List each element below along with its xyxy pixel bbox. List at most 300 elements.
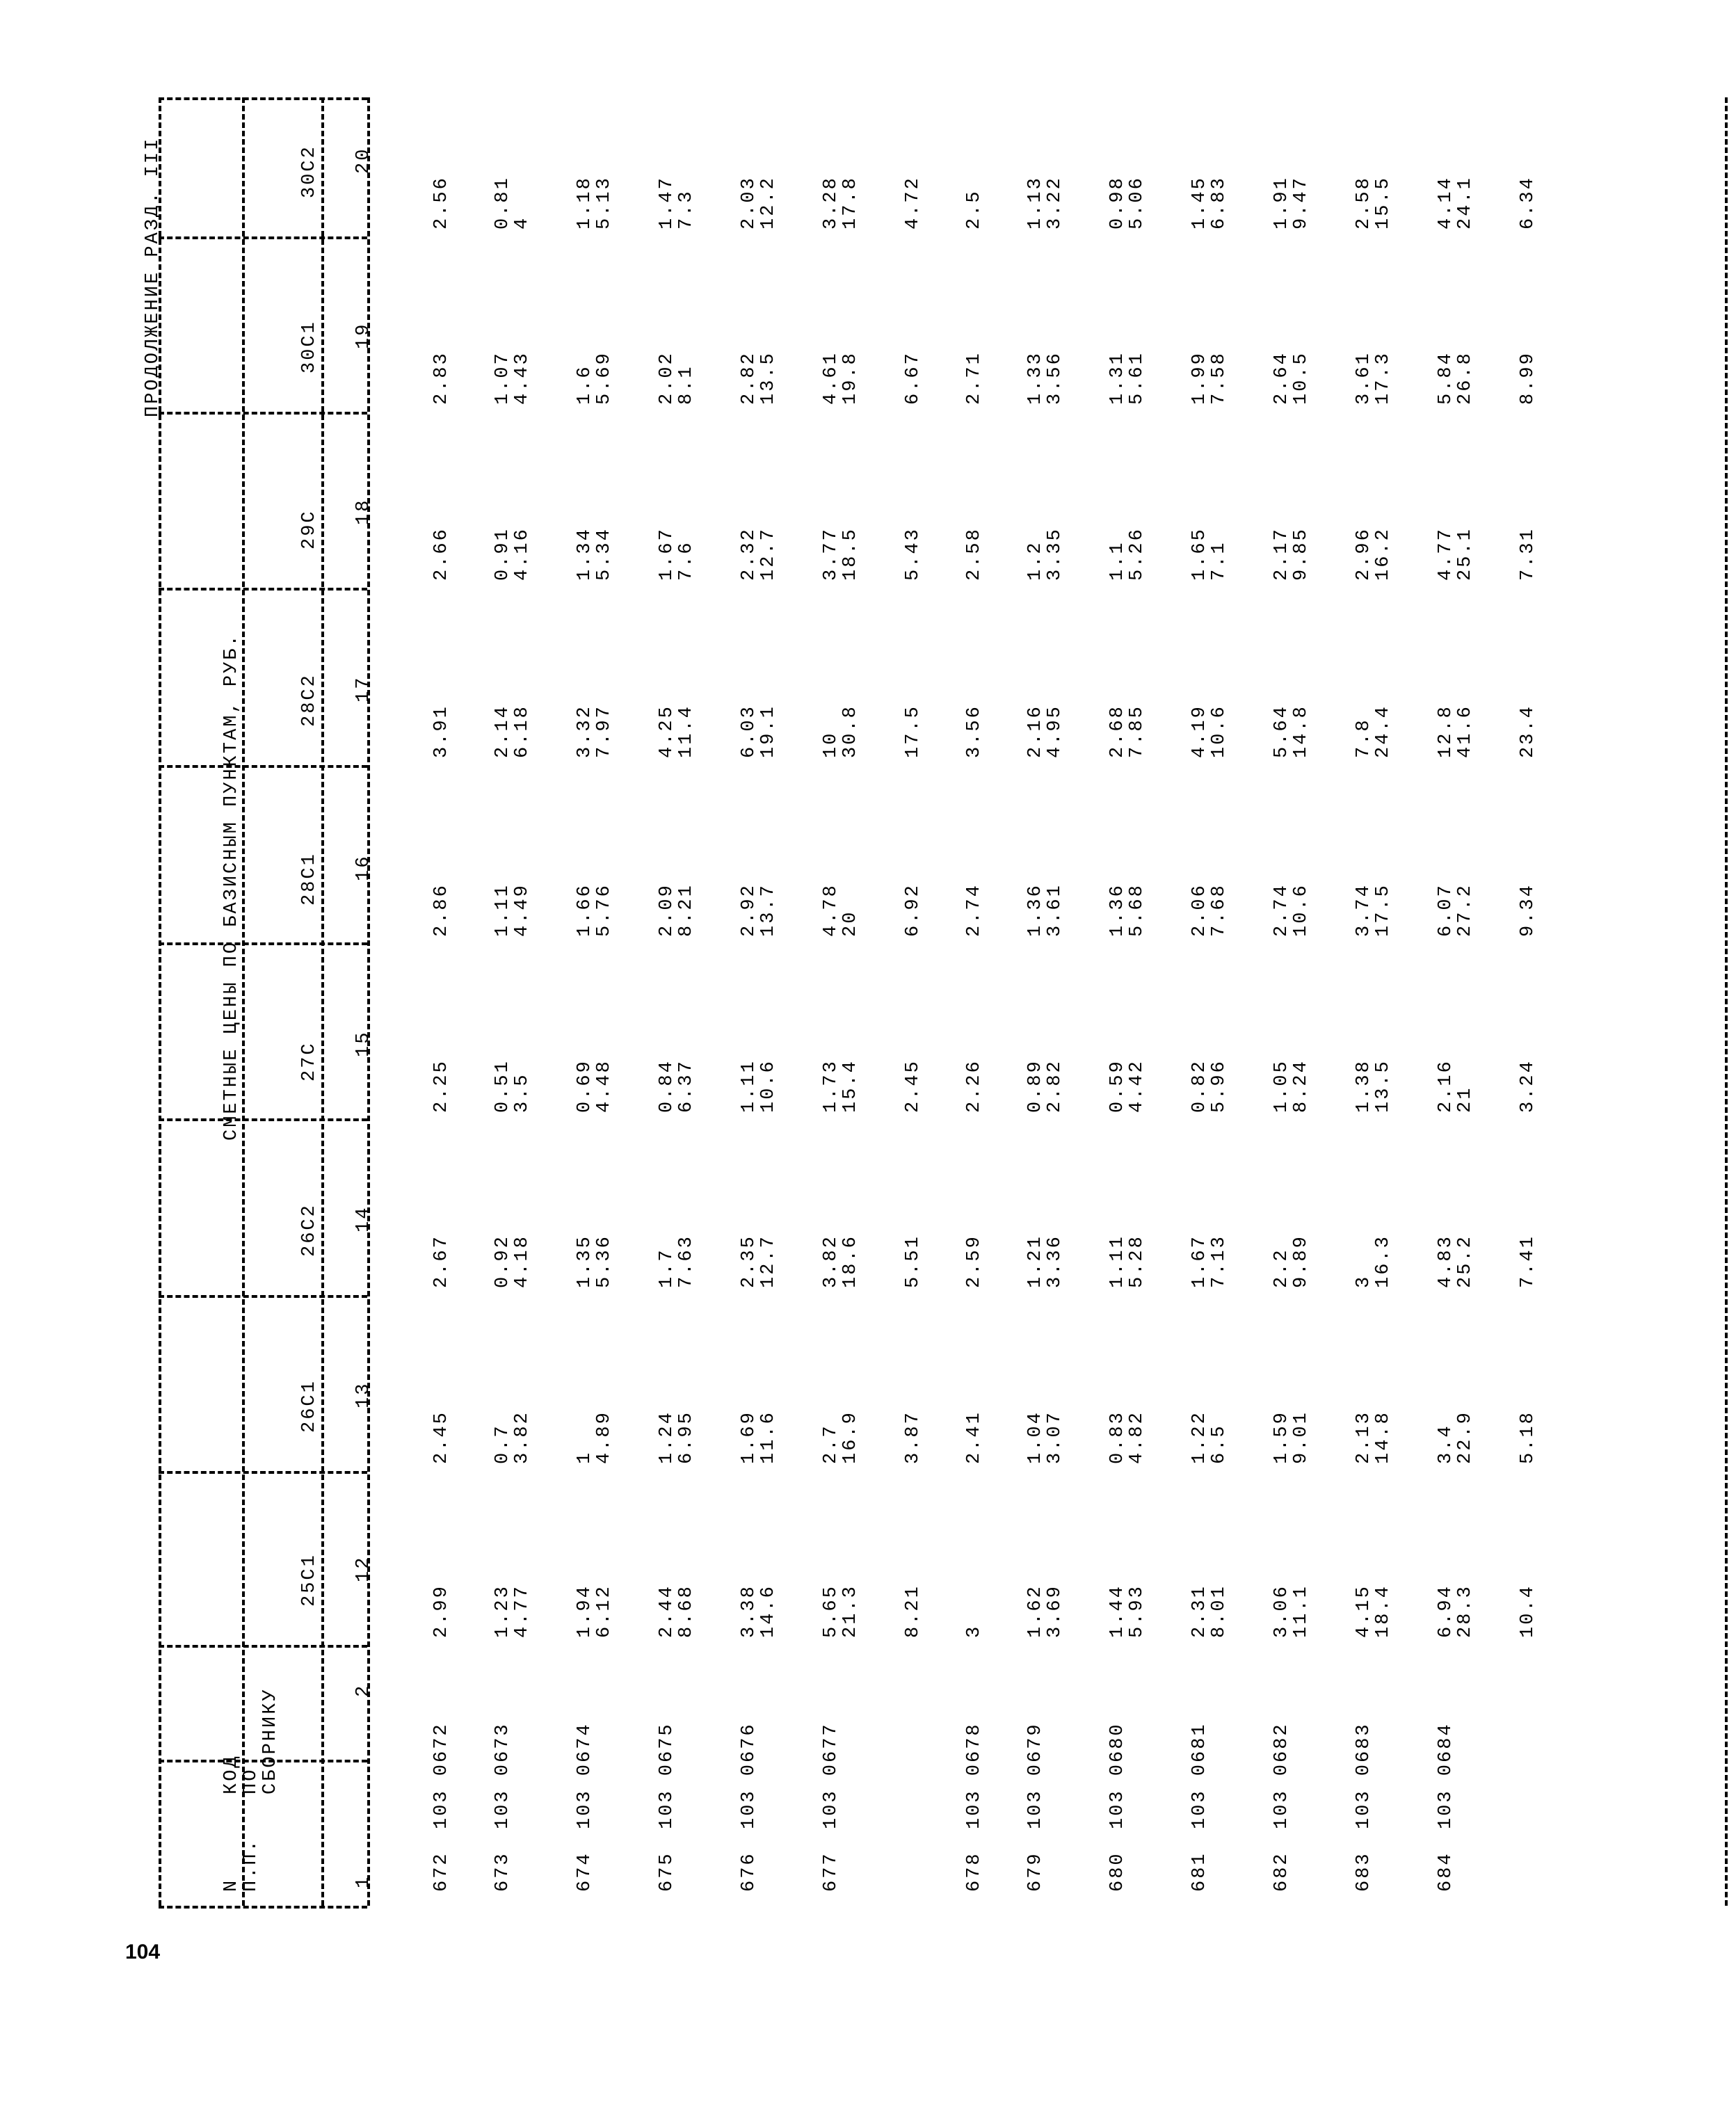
table-cell: 16.3 — [1373, 1235, 1394, 1288]
table-cell: 2.16 — [1436, 1059, 1456, 1113]
table-cell: 18.6 — [840, 1235, 861, 1288]
col-code-header: СБОРНИКУ — [260, 1687, 281, 1794]
column-name: 30С1 — [299, 320, 320, 373]
row-code: 103 0674 — [574, 1722, 595, 1829]
row-number: 682 — [1271, 1851, 1292, 1892]
table-cell: 17.8 — [840, 176, 861, 230]
table-cell: 41.6 — [1455, 705, 1476, 758]
table-cell: 12.2 — [758, 176, 779, 230]
row-number: 680 — [1107, 1851, 1128, 1892]
col-index: 1 — [353, 1874, 374, 1888]
table-cell: 0.69 — [574, 1059, 595, 1113]
col-num-header: N — [221, 1878, 242, 1892]
table-cell: 3.61 — [1045, 883, 1066, 937]
header-rule-under-names — [321, 97, 324, 1906]
table-cell: 6.12 — [594, 1584, 615, 1638]
table-cell: 2.67 — [431, 1235, 452, 1288]
table-cell: 4.72 — [903, 176, 924, 230]
table-cell: 1.04 — [1025, 1411, 1046, 1464]
table-cell: 3.91 — [431, 705, 452, 758]
header-col-divider — [159, 1906, 367, 1909]
row-number: 675 — [657, 1851, 677, 1892]
column-name: 27С — [299, 1041, 320, 1082]
table-cell: 27.2 — [1455, 883, 1476, 937]
table-cell: 7.1 — [1209, 540, 1230, 581]
table-cell: 3 — [964, 1624, 985, 1638]
table-cell: 1.36 — [1107, 883, 1128, 937]
table-cell: 3.5 — [512, 1072, 533, 1113]
table-cell: 3.36 — [1045, 1235, 1066, 1288]
table-cell: 0.83 — [1107, 1411, 1128, 1464]
table-cell: 1.67 — [657, 527, 677, 581]
row-code: 103 0677 — [821, 1722, 842, 1829]
page-number: 104 — [125, 1941, 161, 1963]
running-header: ПРОДОЛЖЕНИЕ РАЗД. III — [143, 136, 163, 417]
table-cell: 10.4 — [1518, 1584, 1538, 1638]
table-cell: 5.13 — [594, 176, 615, 230]
table-cell: 2.82 — [1045, 1059, 1066, 1113]
table-cell: 8.24 — [1291, 1059, 1312, 1113]
table-cell: 8.99 — [1518, 351, 1538, 405]
table-cell: 8.01 — [1209, 1584, 1230, 1638]
table-group-title: СМЕТНЫЕ ЦЕНЫ ПО БАЗИСНЫМ ПУНКТАМ, РУБ. — [221, 633, 242, 1141]
column-name: 28С2 — [299, 673, 320, 727]
table-cell: 13.5 — [758, 351, 779, 405]
table-cell: 2.68 — [1107, 705, 1128, 758]
column-name: 26С1 — [299, 1379, 320, 1433]
table-cell: 13.5 — [1373, 1059, 1394, 1113]
table-cell: 2.25 — [431, 1059, 452, 1113]
row-code: 103 0673 — [492, 1722, 513, 1829]
table-cell: 4.95 — [1045, 705, 1066, 758]
table-cell: 12.8 — [1436, 705, 1456, 758]
row-code: 103 0683 — [1353, 1722, 1374, 1829]
table-cell: 3.82 — [512, 1411, 533, 1464]
table-cell: 5.84 — [1436, 351, 1456, 405]
table-cell: 1.69 — [739, 1411, 760, 1464]
table-cell: 1.66 — [574, 883, 595, 937]
table-cell: 10.5 — [1291, 351, 1312, 405]
table-cell: 8.1 — [676, 364, 697, 405]
table-cell: 4.82 — [1127, 1411, 1148, 1464]
table-cell: 5.06 — [1127, 176, 1148, 230]
table-cell: 6.92 — [903, 883, 924, 937]
table-cell: 14.8 — [1291, 705, 1312, 758]
table-cell: 5.76 — [594, 883, 615, 937]
table-cell: 4.16 — [512, 527, 533, 581]
table-cell: 6.94 — [1436, 1584, 1456, 1638]
table-cell: 4.15 — [1353, 1584, 1374, 1638]
column-name: 26С2 — [299, 1203, 320, 1257]
table-cell: 15.5 — [1373, 176, 1394, 230]
table-cell: 7.13 — [1209, 1235, 1230, 1288]
table-cell: 7.41 — [1518, 1235, 1538, 1288]
table-cell: 1.34 — [574, 527, 595, 581]
table-cell: 24.4 — [1373, 705, 1394, 758]
table-cell: 4.14 — [1436, 176, 1456, 230]
column-number: 15 — [353, 1030, 374, 1057]
table-cell: 1.62 — [1025, 1584, 1046, 1638]
col-num-header: П.П. — [241, 1838, 262, 1892]
table-cell: 1 — [574, 1450, 595, 1464]
table-cell: 5.96 — [1209, 1059, 1230, 1113]
table-cell: 6.37 — [676, 1059, 697, 1113]
table-cell: 24.1 — [1455, 176, 1476, 230]
table-cell: 4.42 — [1127, 1059, 1148, 1113]
table-cell: 3.07 — [1045, 1411, 1066, 1464]
table-cell: 7.58 — [1209, 351, 1230, 405]
table-cell: 4.49 — [512, 883, 533, 937]
table-cell: 2.86 — [431, 883, 452, 937]
row-code: 103 0682 — [1271, 1722, 1292, 1829]
header-col-divider — [159, 1118, 367, 1121]
table-cell: 14.6 — [758, 1584, 779, 1638]
table-cell: 1.33 — [1025, 351, 1046, 405]
column-number: 13 — [353, 1381, 374, 1408]
row-number: 681 — [1189, 1851, 1210, 1892]
table-cell: 5.51 — [903, 1235, 924, 1288]
col-code-header: КОД — [221, 1754, 242, 1794]
table-cell: 2.35 — [739, 1235, 760, 1288]
table-cell: 14.8 — [1373, 1411, 1394, 1464]
table-cell: 2.09 — [657, 883, 677, 937]
table-cell: 1.99 — [1189, 351, 1210, 405]
table-cell: 1.94 — [574, 1584, 595, 1638]
table-cell: 3.69 — [1045, 1584, 1066, 1638]
table-cell: 3.74 — [1353, 883, 1374, 937]
table-cell: 6.5 — [1209, 1424, 1230, 1464]
table-cell: 0.84 — [657, 1059, 677, 1113]
row-number: 673 — [492, 1851, 513, 1892]
table-cell: 2.92 — [739, 883, 760, 937]
table-cell: 1.05 — [1271, 1059, 1292, 1113]
table-cell: 0.92 — [492, 1235, 513, 1288]
table-cell: 10.6 — [758, 1059, 779, 1113]
header-col-divider — [159, 412, 367, 415]
table-cell: 2.58 — [964, 527, 985, 581]
table-cell: 5.26 — [1127, 527, 1148, 581]
table-cell: 9.89 — [1291, 1235, 1312, 1288]
table-cell: 3.82 — [821, 1235, 842, 1288]
table-cell: 2.59 — [964, 1235, 985, 1288]
row-number: 677 — [821, 1851, 842, 1892]
table-cell: 2.17 — [1271, 527, 1292, 581]
column-number: 19 — [353, 322, 374, 349]
table-cell: 2.2 — [1271, 1248, 1292, 1288]
column-number: 16 — [353, 854, 374, 881]
table-bottom-rule — [1725, 97, 1728, 1906]
table-cell: 23.4 — [1518, 705, 1538, 758]
column-name: 28С1 — [299, 852, 320, 906]
table-cell: 25.2 — [1455, 1235, 1476, 1288]
table-cell: 1.21 — [1025, 1235, 1046, 1288]
table-cell: 1.11 — [492, 883, 513, 937]
table-cell: 2.5 — [964, 189, 985, 230]
row-code: 103 0678 — [964, 1722, 985, 1829]
table-cell: 2.32 — [739, 527, 760, 581]
row-number: 674 — [574, 1851, 595, 1892]
table-cell: 1.59 — [1271, 1411, 1292, 1464]
table-cell: 10 — [821, 731, 842, 758]
column-name: 25С1 — [299, 1553, 320, 1607]
table-cell: 4.89 — [594, 1411, 615, 1464]
table-cell: 3.22 — [1045, 176, 1066, 230]
row-code: 103 0684 — [1436, 1722, 1456, 1829]
table-cell: 22.9 — [1455, 1411, 1476, 1464]
table-cell: 7.68 — [1209, 883, 1230, 937]
column-name: 30С2 — [299, 145, 320, 198]
table-cell: 21 — [1455, 1086, 1476, 1113]
table-cell: 5.65 — [821, 1584, 842, 1638]
table-cell: 6.83 — [1209, 176, 1230, 230]
table-cell: 3.06 — [1271, 1584, 1292, 1638]
table-cell: 2.74 — [1271, 883, 1292, 937]
table-cell: 17.3 — [1373, 351, 1394, 405]
table-cell: 2.71 — [964, 351, 985, 405]
table-cell: 5.43 — [903, 527, 924, 581]
table-cell: 6.03 — [739, 705, 760, 758]
table-cell: 1.73 — [821, 1059, 842, 1113]
row-number: 678 — [964, 1851, 985, 1892]
table-cell: 4.78 — [821, 883, 842, 937]
row-number: 672 — [431, 1851, 452, 1892]
table-cell: 6.07 — [1436, 883, 1456, 937]
table-cell: 3.35 — [1045, 527, 1066, 581]
table-cell: 10.6 — [1209, 705, 1230, 758]
table-cell: 1.6 — [574, 364, 595, 405]
table-cell: 2.82 — [739, 351, 760, 405]
table-cell: 11.1 — [1291, 1584, 1312, 1638]
row-code: 103 0676 — [739, 1722, 760, 1829]
table-cell: 2.02 — [657, 351, 677, 405]
table-cell: 18.5 — [840, 527, 861, 581]
table-cell: 0.98 — [1107, 176, 1128, 230]
table-cell: 3.77 — [821, 527, 842, 581]
table-cell: 5.34 — [594, 527, 615, 581]
table-cell: 4.18 — [512, 1235, 533, 1288]
header-rule-under-numbers — [367, 97, 370, 1906]
column-number: 20 — [353, 147, 374, 174]
table-cell: 1.38 — [1353, 1059, 1374, 1113]
table-cell: 2.14 — [492, 705, 513, 758]
table-cell: 8.21 — [903, 1584, 924, 1638]
table-cell: 12.7 — [758, 527, 779, 581]
table-cell: 1.18 — [574, 176, 595, 230]
table-cell: 0.89 — [1025, 1059, 1046, 1113]
table-cell: 5.28 — [1127, 1235, 1148, 1288]
table-cell: 7.8 — [1353, 718, 1374, 758]
table-cell: 6.67 — [903, 351, 924, 405]
table-cell: 2.03 — [739, 176, 760, 230]
table-top-rule — [159, 97, 161, 1906]
table-cell: 2.45 — [903, 1059, 924, 1113]
row-code: 103 0672 — [431, 1722, 452, 1829]
table-cell: 3 — [1353, 1274, 1374, 1288]
table-cell: 5.68 — [1127, 883, 1148, 937]
row-code: 103 0680 — [1107, 1722, 1128, 1829]
table-cell: 7.3 — [676, 189, 697, 230]
table-cell: 1.23 — [492, 1584, 513, 1638]
table-cell: 1.65 — [1189, 527, 1210, 581]
table-cell: 1.47 — [657, 176, 677, 230]
table-cell: 5.69 — [594, 351, 615, 405]
table-cell: 11.6 — [758, 1411, 779, 1464]
row-number: 684 — [1436, 1851, 1456, 1892]
table-cell: 1.91 — [1271, 176, 1292, 230]
table-cell: 7.85 — [1127, 705, 1148, 758]
table-cell: 9.85 — [1291, 527, 1312, 581]
table-cell: 13.7 — [758, 883, 779, 937]
table-cell: 6.18 — [512, 705, 533, 758]
column-name: 29С — [299, 509, 320, 549]
header-col-divider — [159, 236, 367, 239]
table-cell: 2.64 — [1271, 351, 1292, 405]
table-cell: 9.34 — [1518, 883, 1538, 937]
table-cell: 2.44 — [657, 1584, 677, 1638]
table-cell: 2.31 — [1189, 1584, 1210, 1638]
table-cell: 1.36 — [1025, 883, 1046, 937]
table-cell: 16.2 — [1373, 527, 1394, 581]
header-col-divider — [159, 1645, 367, 1648]
table-cell: 2.96 — [1353, 527, 1374, 581]
col-index: 2 — [353, 1683, 374, 1697]
table-cell: 3.56 — [964, 705, 985, 758]
table-cell: 1.22 — [1189, 1411, 1210, 1464]
column-number: 12 — [353, 1555, 374, 1582]
table-cell: 4.43 — [512, 351, 533, 405]
table-cell: 1.7 — [657, 1248, 677, 1288]
table-cell: 2.7 — [821, 1424, 842, 1464]
table-cell: 1.07 — [492, 351, 513, 405]
table-cell: 18.4 — [1373, 1584, 1394, 1638]
table-cell: 9.01 — [1291, 1411, 1312, 1464]
table-cell: 11.4 — [676, 705, 697, 758]
column-number: 17 — [353, 675, 374, 702]
table-cell: 1.31 — [1107, 351, 1128, 405]
table-cell: 3.56 — [1045, 351, 1066, 405]
table-cell: 8.68 — [676, 1584, 697, 1638]
table-cell: 10.6 — [1291, 883, 1312, 937]
table-cell: 3.4 — [1436, 1424, 1456, 1464]
header-col-divider — [159, 942, 367, 945]
table-cell: 1.2 — [1025, 540, 1046, 581]
table-cell: 26.8 — [1455, 351, 1476, 405]
table-cell: 0.51 — [492, 1059, 513, 1113]
table-cell: 2.56 — [431, 176, 452, 230]
table-cell: 20 — [840, 910, 861, 937]
row-number: 679 — [1025, 1851, 1046, 1892]
table-cell: 3.87 — [903, 1411, 924, 1464]
table-cell: 1.11 — [1107, 1235, 1128, 1288]
table-cell: 1.35 — [574, 1235, 595, 1288]
table-cell: 4.61 — [821, 351, 842, 405]
table-cell: 2.58 — [1353, 176, 1374, 230]
table-cell: 4.77 — [1436, 527, 1456, 581]
header-col-divider — [159, 1295, 367, 1298]
table-cell: 19.8 — [840, 351, 861, 405]
table-cell: 4.48 — [594, 1059, 615, 1113]
table-cell: 4.25 — [657, 705, 677, 758]
table-cell: 4.83 — [1436, 1235, 1456, 1288]
table-cell: 2.83 — [431, 351, 452, 405]
row-code: 103 0675 — [657, 1722, 677, 1829]
table-cell: 5.18 — [1518, 1411, 1538, 1464]
table-cell: 4.19 — [1189, 705, 1210, 758]
table-cell: 1.44 — [1107, 1584, 1128, 1638]
table-cell: 3.32 — [574, 705, 595, 758]
column-number: 14 — [353, 1205, 374, 1232]
table-cell: 2.41 — [964, 1411, 985, 1464]
table-cell: 1.13 — [1025, 176, 1046, 230]
row-number: 676 — [739, 1851, 760, 1892]
row-number: 683 — [1353, 1851, 1374, 1892]
table-cell: 7.6 — [676, 540, 697, 581]
table-cell: 2.99 — [431, 1584, 452, 1638]
table-cell: 16.9 — [840, 1411, 861, 1464]
table-cell: 2.45 — [431, 1411, 452, 1464]
table-cell: 0.59 — [1107, 1059, 1128, 1113]
table-cell: 19.1 — [758, 705, 779, 758]
table-cell: 2.26 — [964, 1059, 985, 1113]
table-cell: 2.13 — [1353, 1411, 1374, 1464]
table-cell: 6.95 — [676, 1411, 697, 1464]
table-cell: 5.36 — [594, 1235, 615, 1288]
header-col-divider — [159, 97, 367, 100]
column-number: 18 — [353, 498, 374, 525]
table-cell: 7.31 — [1518, 527, 1538, 581]
table-cell: 17.5 — [1373, 883, 1394, 937]
table-cell: 5.64 — [1271, 705, 1292, 758]
table-cell: 3.61 — [1353, 351, 1374, 405]
row-code: 103 0679 — [1025, 1722, 1046, 1829]
table-cell: 28.3 — [1455, 1584, 1476, 1638]
table-cell: 21.3 — [840, 1584, 861, 1638]
table-cell: 2.06 — [1189, 883, 1210, 937]
table-cell: 7.63 — [676, 1235, 697, 1288]
row-code: 103 0681 — [1189, 1722, 1210, 1829]
table-cell: 0.7 — [492, 1424, 513, 1464]
table-cell: 0.91 — [492, 527, 513, 581]
table-cell: 6.34 — [1518, 176, 1538, 230]
table-cell: 15.4 — [840, 1059, 861, 1113]
group-span-rule — [242, 97, 245, 1906]
table-cell: 1.1 — [1107, 540, 1128, 581]
table-cell: 3.28 — [821, 176, 842, 230]
table-cell: 9.47 — [1291, 176, 1312, 230]
table-cell: 25.1 — [1455, 527, 1476, 581]
header-col-divider — [159, 1471, 367, 1474]
table-cell: 5.93 — [1127, 1584, 1148, 1638]
col-code-header: ПО — [241, 1767, 262, 1794]
table-cell: 1.67 — [1189, 1235, 1210, 1288]
table-cell: 2.74 — [964, 883, 985, 937]
table-cell: 30.8 — [840, 705, 861, 758]
header-col-divider — [159, 588, 367, 590]
table-cell: 4 — [512, 216, 533, 230]
table-cell: 7.97 — [594, 705, 615, 758]
table-cell: 1.11 — [739, 1059, 760, 1113]
table-cell: 2.16 — [1025, 705, 1046, 758]
table-cell: 0.82 — [1189, 1059, 1210, 1113]
table-cell: 3.24 — [1518, 1059, 1538, 1113]
table-cell: 0.81 — [492, 176, 513, 230]
table-cell: 2.66 — [431, 527, 452, 581]
table-cell: 17.5 — [903, 705, 924, 758]
table-cell: 3.38 — [739, 1584, 760, 1638]
table-cell: 1.24 — [657, 1411, 677, 1464]
header-col-divider — [159, 765, 367, 768]
table-cell: 1.45 — [1189, 176, 1210, 230]
